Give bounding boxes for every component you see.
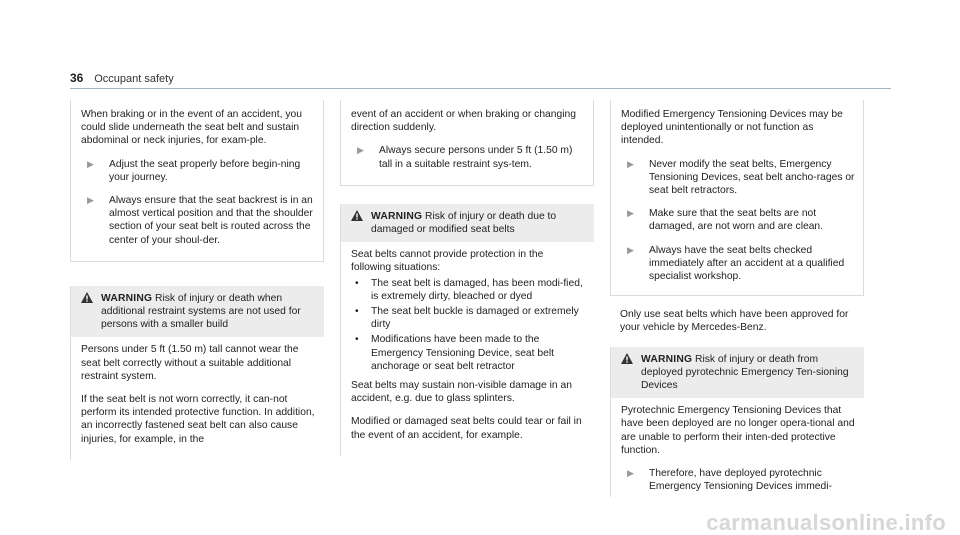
- step-arrow-icon: ▶: [627, 244, 634, 255]
- warning-triangle-icon: [81, 292, 101, 332]
- step-text: Never modify the seat belts, Emergency Tensioning Devices, seat belt ancho-rages or seat belt retractors.: [649, 158, 855, 197]
- warning-block: [70, 286, 324, 460]
- step-arrow-icon: ▶: [627, 208, 634, 219]
- step-item: [351, 144, 585, 170]
- section-title: Occupant safety: [94, 73, 174, 85]
- bullet-item: • The seat belt is damaged, has been modi-fied, is extremely dirty, bleached or dyed: [351, 277, 586, 303]
- warning-lead: Seat belts cannot provide protection in the following situations:: [351, 249, 544, 274]
- instruction-box: [70, 100, 324, 262]
- step-item: [621, 207, 855, 233]
- bullet-text: Modifications have been made to the Emergency Tensioning Device, seat belt anchorage or seat belt retractor: [371, 334, 554, 372]
- warning-paragraph: Pyrotechnic Emergency Tensioning Devices that have been deployed are no longer opera-tional and are unable to perform their inten-ded protective function.: [621, 405, 855, 456]
- step-item: [621, 467, 856, 493]
- warning-paragraph: Modified or damaged seat belts could tear or fail in the event of an accident, for example.: [351, 416, 582, 441]
- step-arrow-icon: ▶: [87, 195, 94, 206]
- warning-header: [341, 204, 594, 242]
- step-text: Therefore, have deployed pyrotechnic Emergency Tensioning Devices immedi-: [649, 468, 832, 493]
- column-2: [340, 100, 594, 456]
- intro-text: event of an accident or when braking or changing direction suddenly.: [351, 109, 576, 134]
- warning-title: Risk of injury or death from deployed pyrotechnic Emergency Ten-sioning Devices: [641, 353, 849, 392]
- step-text: Always have the seat belts checked immediately after an accident at a qualified specialist workshop.: [649, 244, 845, 283]
- bullet-item: • Modifications have been made to the Emergency Tensioning Device, seat belt anchorage or seat belt retractor: [351, 333, 586, 373]
- step-arrow-icon: ▶: [87, 158, 94, 169]
- step-item: [81, 158, 315, 184]
- step-item: [621, 244, 855, 284]
- column-1: [70, 100, 324, 460]
- step-text: Adjust the seat properly before begin-ning your journey.: [109, 158, 301, 183]
- column-3: [610, 100, 864, 497]
- bullet-text: The seat belt is damaged, has been modi-fied, is extremely dirty, bleached or dyed: [371, 277, 583, 302]
- bullet-text: The seat belt buckle is damaged or extremely dirty: [371, 306, 579, 331]
- step-text: Always ensure that the seat backrest is in an almost vertical position and that the shoulder section of your seat belt is routed across the center of your shoul-der.: [109, 195, 313, 246]
- warning-body: [611, 398, 864, 497]
- page-number: 36: [70, 71, 84, 85]
- header-rule: [70, 88, 891, 89]
- warning-title: Risk of injury or death due to damaged or modified seat belts: [371, 210, 557, 236]
- warning-paragraph: Seat belts may sustain non-visible damage in an accident, e.g. due to glass splinters.: [351, 380, 572, 405]
- warning-header: [71, 286, 324, 338]
- step-text: Make sure that the seat belts are not damaged, are not worn and are clean.: [649, 208, 824, 233]
- intro-text: When braking or in the event of an accident, you could slide underneath the seat belt and sustain abdominal or neck injuries, for exam-ple.: [81, 109, 302, 147]
- warning-body: [71, 337, 324, 459]
- warning-triangle-icon: [621, 353, 641, 393]
- instruction-box: [340, 100, 594, 186]
- step-text: Always secure persons under 5 ft (1.50 m) tall in a suitable restraint sys-tem.: [379, 145, 573, 170]
- warning-triangle-icon: [351, 210, 371, 236]
- page-header: [70, 72, 174, 86]
- step-arrow-icon: ▶: [627, 468, 634, 479]
- warning-body: [341, 242, 594, 456]
- step-arrow-icon: ▶: [357, 145, 364, 156]
- bullet-item: • The seat belt buckle is damaged or extremely dirty: [351, 305, 586, 331]
- note-text: Only use seat belts which have been approved for your vehicle by Mercedes-Benz.: [620, 309, 849, 334]
- warning-paragraph: If the seat belt is not worn correctly, it can-not perform its intended protective function. In addition, an incorrectly fastened seat belt can also cause injuries, for example, in the: [81, 394, 315, 445]
- warning-title: Risk of injury or death when additional restraint systems are not used for persons with a smaller build: [101, 292, 301, 331]
- warning-label: WARNING: [371, 210, 423, 222]
- watermark: carmanualsonline.info: [706, 509, 946, 535]
- warning-label: WARNING: [101, 292, 153, 304]
- warning-header: [611, 347, 864, 399]
- warning-label: WARNING: [641, 353, 693, 365]
- step-item: [621, 158, 855, 198]
- step-item: [81, 194, 315, 247]
- intro-text: Modified Emergency Tensioning Devices may be deployed unintentionally or not function as intended.: [621, 109, 843, 147]
- step-arrow-icon: ▶: [627, 158, 634, 169]
- instruction-box: [610, 100, 864, 296]
- warning-paragraph: Persons under 5 ft (1.50 m) tall cannot wear the seat belt correctly without a suitable additional restraint system.: [81, 344, 299, 382]
- warning-block: [610, 347, 864, 498]
- warning-block: [340, 204, 594, 456]
